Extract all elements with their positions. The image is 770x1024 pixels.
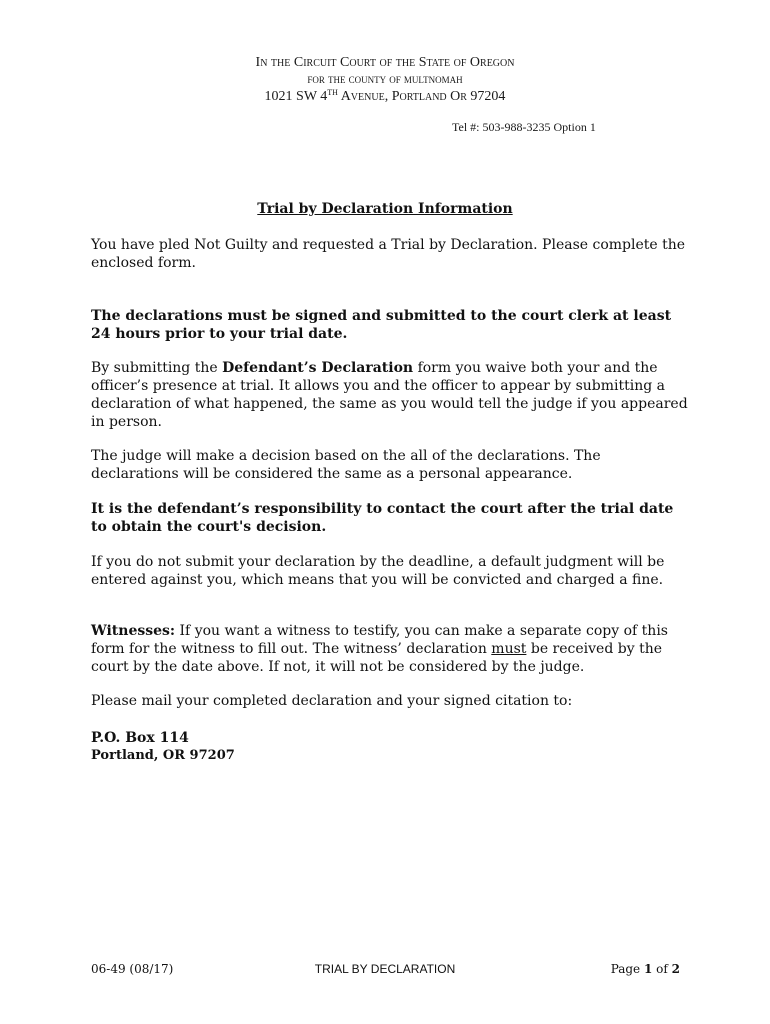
deadline-notice: The declarations must be signed and submitted to the court clerk at least 24 hours prior to your trial date. bbox=[91, 308, 672, 342]
witnesses-label: Witnesses: bbox=[91, 623, 176, 639]
mailing-address bbox=[91, 729, 235, 765]
form-code: 06-49 (08/17) bbox=[91, 962, 174, 976]
witnesses-paragraph: Witnesses: If you want a witness to testify, you can make a separate copy of this form for the witness to fill out. The witness’ declaration must be received by the court by the date above. If not, it will not be considered by the judge. bbox=[91, 623, 668, 675]
page-number: Page 1 of 2 bbox=[610, 962, 680, 976]
page-title: Trial by Declaration Information bbox=[257, 201, 513, 217]
default-judgment-paragraph: If you do not submit your declaration by the deadline, a default judgment will be entered against you, which means that you will be convicted and charged a fine. bbox=[91, 554, 665, 588]
city-state-zip: Portland, OR 97207 bbox=[91, 748, 235, 763]
waiver-paragraph: By submitting the Defendant’s Declaration form you waive both your and the officer’s presence at trial. It allows you and the officer to appear by submitting a declaration of what happened, the same as you would tell the judge if you appeared in person. bbox=[91, 360, 688, 430]
court-address: 1021 SW 4TH Avenue, Portland Or 97204 bbox=[264, 88, 506, 104]
court-name: In the Circuit Court of the State of Oregon bbox=[255, 55, 515, 70]
form-name: TRIAL BY DECLARATION bbox=[314, 962, 456, 976]
court-header bbox=[0, 54, 770, 105]
defendants-declaration-label: Defendant’s Declaration bbox=[222, 360, 414, 376]
responsibility-notice: It is the defendant’s responsibility to contact the court after the trial date to obtain the court's decision. bbox=[91, 501, 674, 535]
court-telephone: Tel #: 503-988-3235 Option 1 bbox=[452, 120, 596, 134]
decision-paragraph: The judge will make a decision based on the all of the declarations. The declarations will be considered the same as a personal appearance. bbox=[91, 448, 601, 482]
mail-instructions: Please mail your completed declaration and your signed citation to: bbox=[91, 693, 573, 709]
intro-paragraph: You have pled Not Guilty and requested a Trial by Declaration. Please complete the enclosed form. bbox=[91, 237, 686, 271]
po-box: P.O. Box 114 bbox=[91, 730, 189, 746]
county-name: for the county of multnomah bbox=[307, 72, 463, 86]
